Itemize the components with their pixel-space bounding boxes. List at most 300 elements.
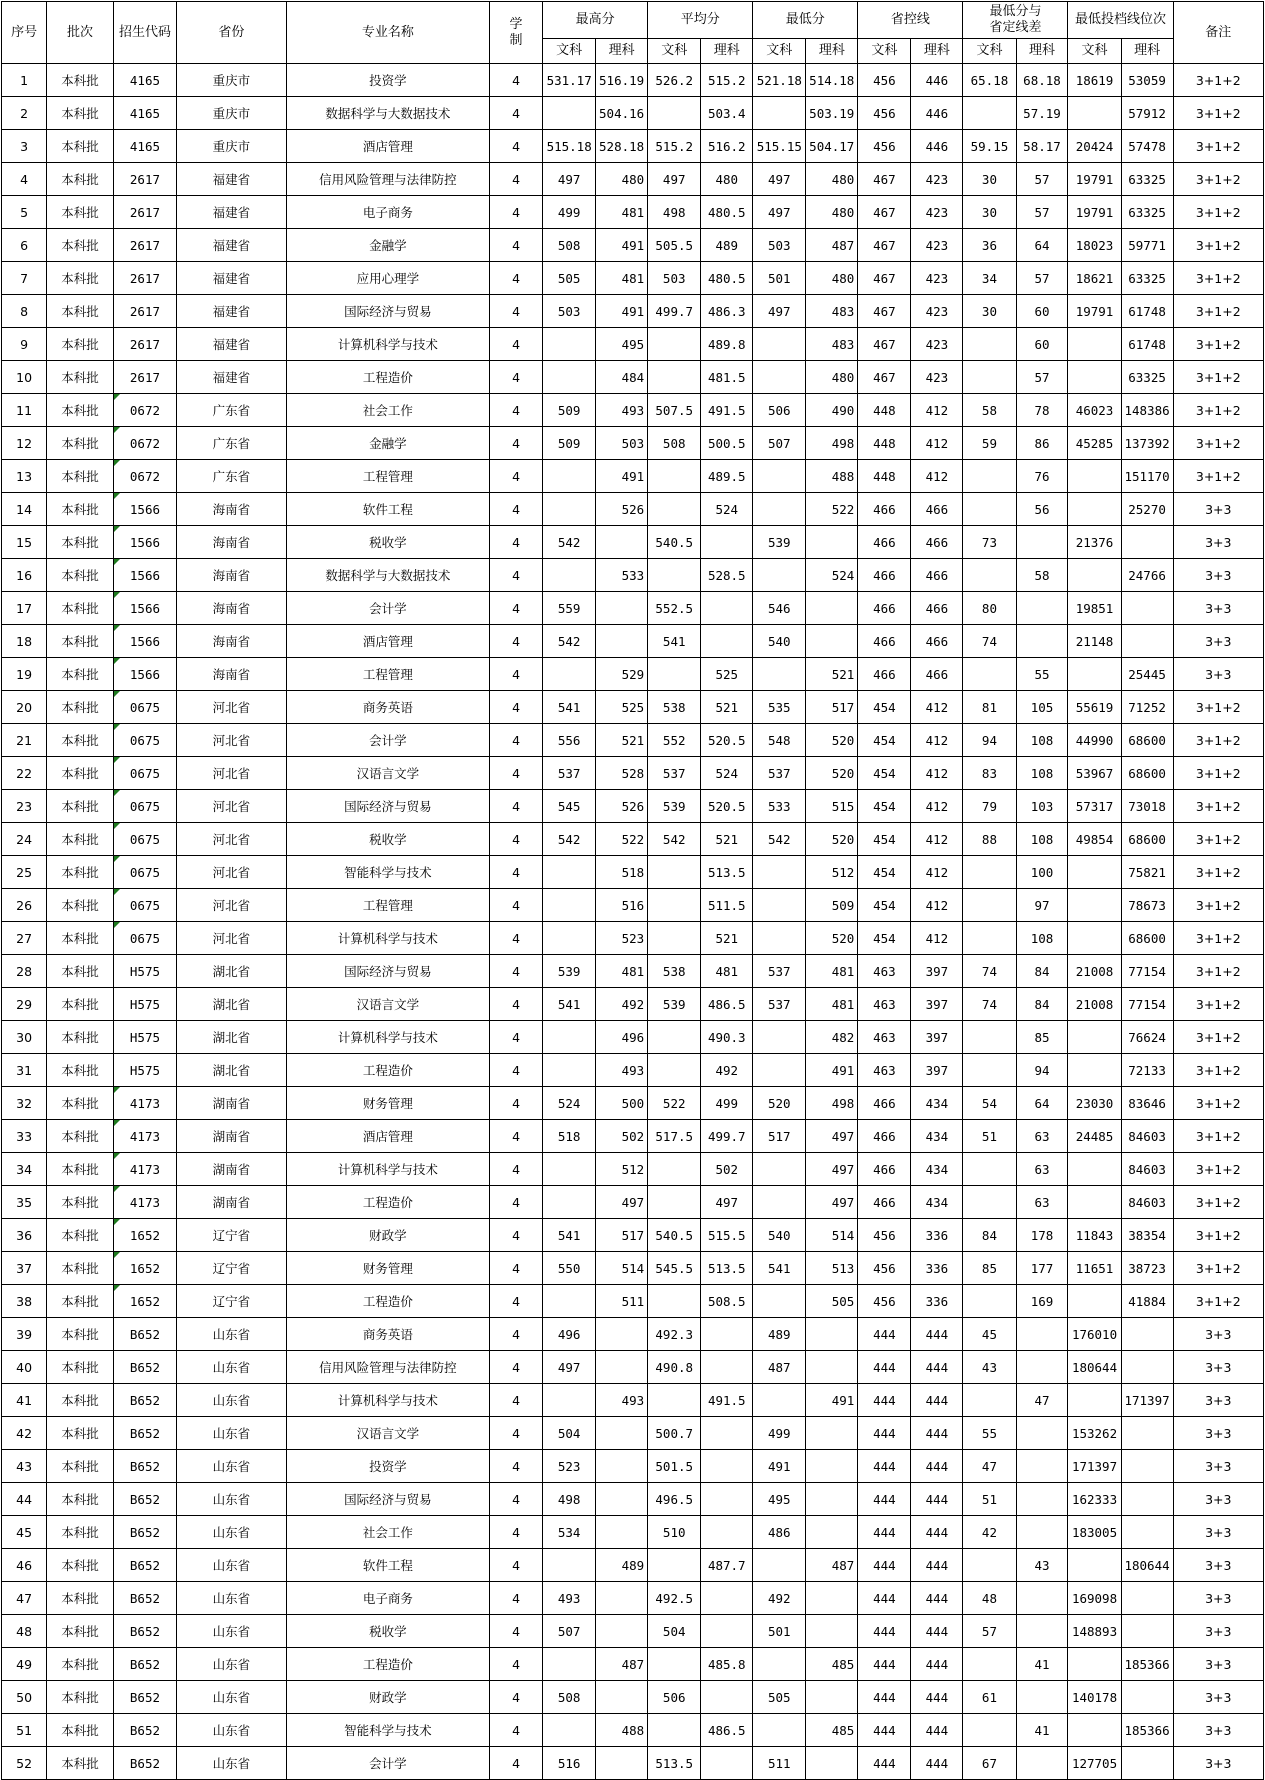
avg-science-cell: 503.4	[701, 97, 753, 130]
avg-arts-cell: 540.5	[648, 526, 701, 559]
diff-arts-cell	[963, 460, 1016, 493]
note-cell: 3+1+2	[1173, 460, 1263, 493]
note-cell: 3+3	[1173, 1516, 1263, 1549]
rank-science-cell: 84603	[1121, 1153, 1173, 1186]
max-arts-cell	[543, 493, 596, 526]
max-arts-cell: 504	[543, 1417, 596, 1450]
avg-science-cell: 481	[701, 955, 753, 988]
diff-arts-cell	[963, 658, 1016, 691]
rank-science-cell	[1121, 1516, 1173, 1549]
code-cell: B652	[113, 1450, 176, 1483]
control-science-cell: 423	[911, 262, 963, 295]
avg-science-cell: 480.5	[701, 262, 753, 295]
note-cell: 3+1+2	[1173, 1285, 1263, 1318]
avg-arts-cell: 492.5	[648, 1582, 701, 1615]
diff-science-cell: 55	[1016, 658, 1068, 691]
avg-science-cell: 520.5	[701, 724, 753, 757]
control-science-cell: 444	[911, 1351, 963, 1384]
control-arts-cell: 456	[858, 97, 911, 130]
code-cell: B652	[113, 1681, 176, 1714]
min-science-cell: 480	[806, 361, 858, 394]
major-cell: 汉语言文学	[286, 988, 489, 1021]
avg-arts-cell	[648, 889, 701, 922]
control-science-cell: 444	[911, 1747, 963, 1780]
note-cell: 3+1+2	[1173, 328, 1263, 361]
max-arts-cell: 524	[543, 1087, 596, 1120]
min-science-cell: 491	[806, 1384, 858, 1417]
control-science-cell: 412	[911, 394, 963, 427]
table-row	[2, 1681, 1264, 1714]
max-science-cell	[596, 1417, 648, 1450]
major-cell: 信用风险管理与法律防控	[286, 163, 489, 196]
duration-cell: 4	[490, 955, 543, 988]
min-arts-cell: 487	[753, 1351, 806, 1384]
max-science-cell	[596, 526, 648, 559]
control-science-cell: 412	[911, 889, 963, 922]
max-arts-cell	[543, 460, 596, 493]
diff-arts-cell	[963, 1648, 1016, 1681]
avg-arts-cell: 526.2	[648, 64, 701, 97]
code-cell: B652	[113, 1549, 176, 1582]
seq-cell: 9	[2, 328, 47, 361]
control-science-cell: 466	[911, 559, 963, 592]
note-cell: 3+1+2	[1173, 361, 1263, 394]
avg-science-cell: 492	[701, 1054, 753, 1087]
avg-arts-cell	[648, 1285, 701, 1318]
duration-cell: 4	[490, 922, 543, 955]
seq-cell: 14	[2, 493, 47, 526]
avg-arts-cell: 499.7	[648, 295, 701, 328]
batch-cell: 本科批	[47, 196, 114, 229]
diff-arts-cell	[963, 1186, 1016, 1219]
control-science-cell: 444	[911, 1714, 963, 1747]
diff-science-cell: 41	[1016, 1714, 1068, 1747]
note-cell: 3+3	[1173, 1747, 1263, 1780]
avg-science-cell: 513.5	[701, 1252, 753, 1285]
avg-arts-cell	[648, 97, 701, 130]
avg-arts-cell: 496.5	[648, 1483, 701, 1516]
rank-arts-cell	[1068, 856, 1121, 889]
control-science-cell: 444	[911, 1582, 963, 1615]
min-arts-cell: 546	[753, 592, 806, 625]
control-arts-cell: 454	[858, 691, 911, 724]
code-cell: 1566	[113, 658, 176, 691]
province-cell: 重庆市	[177, 97, 287, 130]
code-cell: 0675	[113, 823, 176, 856]
rank-arts-cell	[1068, 1021, 1121, 1054]
max-science-cell: 521	[596, 724, 648, 757]
rank-science-cell: 84603	[1121, 1186, 1173, 1219]
code-cell: 0675	[113, 790, 176, 823]
min-science-cell	[806, 592, 858, 625]
diff-arts-cell: 30	[963, 163, 1016, 196]
avg-arts-cell: 541	[648, 625, 701, 658]
major-cell: 计算机科学与技术	[286, 328, 489, 361]
province-cell: 山东省	[177, 1516, 287, 1549]
diff-science-cell	[1016, 526, 1068, 559]
batch-cell: 本科批	[47, 691, 114, 724]
batch-cell: 本科批	[47, 1516, 114, 1549]
control-arts-cell: 454	[858, 790, 911, 823]
batch-cell: 本科批	[47, 97, 114, 130]
avg-arts-cell: 504	[648, 1615, 701, 1648]
diff-science-cell: 63	[1016, 1153, 1068, 1186]
major-cell: 社会工作	[286, 394, 489, 427]
major-cell: 财政学	[286, 1681, 489, 1714]
code-cell: 4173	[113, 1153, 176, 1186]
major-cell: 税收学	[286, 526, 489, 559]
province-cell: 湖北省	[177, 1054, 287, 1087]
max-science-cell	[596, 1318, 648, 1351]
duration-cell: 4	[490, 592, 543, 625]
province-cell: 河北省	[177, 757, 287, 790]
control-science-cell: 444	[911, 1681, 963, 1714]
diff-arts-cell: 34	[963, 262, 1016, 295]
seq-cell: 15	[2, 526, 47, 559]
seq-cell: 11	[2, 394, 47, 427]
rank-science-cell	[1121, 1747, 1173, 1780]
diff-arts-cell	[963, 1021, 1016, 1054]
code-cell: 0672	[113, 394, 176, 427]
rank-arts-cell: 127705	[1068, 1747, 1121, 1780]
batch-cell: 本科批	[47, 823, 114, 856]
code-cell: 0672	[113, 460, 176, 493]
rank-science-cell: 59771	[1121, 229, 1173, 262]
min-arts-cell: 489	[753, 1318, 806, 1351]
control-science-cell: 434	[911, 1153, 963, 1186]
batch-cell: 本科批	[47, 1153, 114, 1186]
avg-arts-cell	[648, 1714, 701, 1747]
major-cell: 计算机科学与技术	[286, 1153, 489, 1186]
batch-cell: 本科批	[47, 625, 114, 658]
rank-arts-cell: 21148	[1068, 625, 1121, 658]
control-science-cell: 466	[911, 658, 963, 691]
control-science-cell: 397	[911, 955, 963, 988]
min-arts-cell: 499	[753, 1417, 806, 1450]
province-cell: 山东省	[177, 1549, 287, 1582]
seq-cell: 32	[2, 1087, 47, 1120]
rank-arts-cell: 183005	[1068, 1516, 1121, 1549]
diff-science-cell: 43	[1016, 1549, 1068, 1582]
max-arts-cell: 509	[543, 394, 596, 427]
min-arts-cell: 520	[753, 1087, 806, 1120]
seq-cell: 25	[2, 856, 47, 889]
rank-arts-cell	[1068, 889, 1121, 922]
control-arts-cell: 456	[858, 130, 911, 163]
province-cell: 重庆市	[177, 130, 287, 163]
diff-arts-cell: 57	[963, 1615, 1016, 1648]
batch-cell: 本科批	[47, 1615, 114, 1648]
seq-cell: 6	[2, 229, 47, 262]
table-row	[2, 1483, 1264, 1516]
table-row	[2, 988, 1264, 1021]
diff-science-cell: 57	[1016, 361, 1068, 394]
major-cell: 酒店管理	[286, 1120, 489, 1153]
control-arts-cell: 466	[858, 658, 911, 691]
avg-science-cell: 508.5	[701, 1285, 753, 1318]
min-arts-cell	[753, 328, 806, 361]
avg-science-cell: 528.5	[701, 559, 753, 592]
control-arts-cell: 454	[858, 856, 911, 889]
min-science-cell: 520	[806, 823, 858, 856]
min-arts-cell: 486	[753, 1516, 806, 1549]
table-row	[2, 1747, 1264, 1780]
diff-arts-cell: 59	[963, 427, 1016, 460]
min-arts-cell: 537	[753, 988, 806, 1021]
table-row	[2, 691, 1264, 724]
max-science-cell: 522	[596, 823, 648, 856]
note-cell: 3+1+2	[1173, 295, 1263, 328]
rank-science-cell: 53059	[1121, 64, 1173, 97]
province-cell: 广东省	[177, 427, 287, 460]
rank-arts-cell: 153262	[1068, 1417, 1121, 1450]
duration-cell: 4	[490, 361, 543, 394]
min-arts-cell: 540	[753, 1219, 806, 1252]
diff-arts-cell: 45	[963, 1318, 1016, 1351]
control-arts-cell: 444	[858, 1714, 911, 1747]
rank-arts-cell: 176010	[1068, 1318, 1121, 1351]
duration-cell: 4	[490, 823, 543, 856]
control-arts-cell: 444	[858, 1615, 911, 1648]
rank-science-cell: 137392	[1121, 427, 1173, 460]
control-science-cell: 444	[911, 1516, 963, 1549]
seq-cell: 33	[2, 1120, 47, 1153]
major-cell: 汉语言文学	[286, 1417, 489, 1450]
seq-cell: 38	[2, 1285, 47, 1318]
min-science-cell: 487	[806, 229, 858, 262]
min-science-cell: 497	[806, 1120, 858, 1153]
max-science-cell: 504.16	[596, 97, 648, 130]
major-cell: 智能科学与技术	[286, 856, 489, 889]
major-cell: 会计学	[286, 724, 489, 757]
note-cell: 3+1+2	[1173, 988, 1263, 1021]
duration-cell: 4	[490, 1549, 543, 1582]
avg-arts-cell: 545.5	[648, 1252, 701, 1285]
avg-arts-cell	[648, 328, 701, 361]
seq-cell: 30	[2, 1021, 47, 1054]
rank-arts-cell: 20424	[1068, 130, 1121, 163]
table-row	[2, 1516, 1264, 1549]
max-arts-cell	[543, 1021, 596, 1054]
batch-cell: 本科批	[47, 1417, 114, 1450]
max-science-cell: 497	[596, 1186, 648, 1219]
note-cell: 3+1+2	[1173, 163, 1263, 196]
seq-cell: 28	[2, 955, 47, 988]
header-science: 理科	[1121, 39, 1173, 64]
max-science-cell: 491	[596, 460, 648, 493]
rank-arts-cell: 44990	[1068, 724, 1121, 757]
max-arts-cell: 493	[543, 1582, 596, 1615]
batch-cell: 本科批	[47, 1450, 114, 1483]
province-cell: 海南省	[177, 559, 287, 592]
control-arts-cell: 466	[858, 526, 911, 559]
control-arts-cell: 456	[858, 64, 911, 97]
control-arts-cell: 448	[858, 394, 911, 427]
province-cell: 辽宁省	[177, 1219, 287, 1252]
diff-science-cell	[1016, 1483, 1068, 1516]
table-row	[2, 1318, 1264, 1351]
batch-cell: 本科批	[47, 328, 114, 361]
min-science-cell	[806, 1450, 858, 1483]
min-science-cell: 483	[806, 295, 858, 328]
batch-cell: 本科批	[47, 955, 114, 988]
control-science-cell: 423	[911, 196, 963, 229]
rank-arts-cell: 18621	[1068, 262, 1121, 295]
avg-arts-cell: 507.5	[648, 394, 701, 427]
max-science-cell: 529	[596, 658, 648, 691]
diff-science-cell: 103	[1016, 790, 1068, 823]
seq-cell: 26	[2, 889, 47, 922]
duration-cell: 4	[490, 1351, 543, 1384]
avg-science-cell: 490.3	[701, 1021, 753, 1054]
min-arts-cell: 540	[753, 625, 806, 658]
major-cell: 智能科学与技术	[286, 1714, 489, 1747]
code-cell: 1652	[113, 1285, 176, 1318]
table-row	[2, 1549, 1264, 1582]
diff-science-cell	[1016, 592, 1068, 625]
table-row	[2, 757, 1264, 790]
batch-cell: 本科批	[47, 1681, 114, 1714]
note-cell: 3+3	[1173, 1549, 1263, 1582]
duration-cell: 4	[490, 691, 543, 724]
rank-arts-cell: 23030	[1068, 1087, 1121, 1120]
max-science-cell: 514	[596, 1252, 648, 1285]
avg-science-cell	[701, 1351, 753, 1384]
code-cell: B652	[113, 1582, 176, 1615]
duration-cell: 4	[490, 1120, 543, 1153]
max-arts-cell: 496	[543, 1318, 596, 1351]
batch-cell: 本科批	[47, 163, 114, 196]
min-arts-cell: 517	[753, 1120, 806, 1153]
max-arts-cell: 497	[543, 1351, 596, 1384]
code-cell: 1566	[113, 625, 176, 658]
note-cell: 3+1+2	[1173, 823, 1263, 856]
control-arts-cell: 467	[858, 163, 911, 196]
batch-cell: 本科批	[47, 394, 114, 427]
control-science-cell: 412	[911, 691, 963, 724]
avg-arts-cell: 539	[648, 988, 701, 1021]
min-arts-cell: 503	[753, 229, 806, 262]
avg-arts-cell: 517.5	[648, 1120, 701, 1153]
table-row	[2, 295, 1264, 328]
seq-cell: 21	[2, 724, 47, 757]
code-cell: 4165	[113, 64, 176, 97]
rank-science-cell	[1121, 1351, 1173, 1384]
header-code: 招生代码	[113, 2, 176, 64]
major-cell: 酒店管理	[286, 130, 489, 163]
diff-arts-cell	[963, 493, 1016, 526]
max-science-cell: 492	[596, 988, 648, 1021]
min-arts-cell: 501	[753, 262, 806, 295]
batch-cell: 本科批	[47, 1714, 114, 1747]
note-cell: 3+3	[1173, 658, 1263, 691]
duration-cell: 4	[490, 1417, 543, 1450]
province-cell: 广东省	[177, 460, 287, 493]
province-cell: 河北省	[177, 790, 287, 823]
control-science-cell: 412	[911, 790, 963, 823]
rank-science-cell: 68600	[1121, 922, 1173, 955]
major-cell: 计算机科学与技术	[286, 1384, 489, 1417]
max-science-cell: 481	[596, 196, 648, 229]
min-science-cell	[806, 625, 858, 658]
rank-arts-cell	[1068, 1186, 1121, 1219]
avg-science-cell: 515.5	[701, 1219, 753, 1252]
min-science-cell: 498	[806, 1087, 858, 1120]
diff-arts-cell: 67	[963, 1747, 1016, 1780]
min-arts-cell	[753, 1186, 806, 1219]
major-cell: 财务管理	[286, 1087, 489, 1120]
min-science-cell: 524	[806, 559, 858, 592]
rank-arts-cell: 140178	[1068, 1681, 1121, 1714]
province-cell: 山东省	[177, 1450, 287, 1483]
max-arts-cell	[543, 1549, 596, 1582]
diff-arts-cell: 88	[963, 823, 1016, 856]
rank-science-cell: 68600	[1121, 724, 1173, 757]
max-arts-cell	[543, 1054, 596, 1087]
province-cell: 湖南省	[177, 1186, 287, 1219]
header-min-score: 最低分	[753, 2, 858, 39]
control-arts-cell: 456	[858, 1219, 911, 1252]
max-science-cell: 480	[596, 163, 648, 196]
batch-cell: 本科批	[47, 1186, 114, 1219]
min-science-cell: 481	[806, 988, 858, 1021]
table-row	[2, 823, 1264, 856]
seq-cell: 29	[2, 988, 47, 1021]
max-arts-cell	[543, 559, 596, 592]
note-cell: 3+1+2	[1173, 229, 1263, 262]
max-arts-cell: 534	[543, 1516, 596, 1549]
header-arts: 文科	[543, 39, 596, 64]
major-cell: 工程造价	[286, 361, 489, 394]
control-arts-cell: 444	[858, 1384, 911, 1417]
min-arts-cell	[753, 856, 806, 889]
diff-arts-cell: 59.15	[963, 130, 1016, 163]
seq-cell: 37	[2, 1252, 47, 1285]
note-cell: 3+3	[1173, 1483, 1263, 1516]
rank-science-cell: 78673	[1121, 889, 1173, 922]
note-cell: 3+1+2	[1173, 1219, 1263, 1252]
duration-cell: 4	[490, 1714, 543, 1747]
min-arts-cell	[753, 1153, 806, 1186]
major-cell: 国际经济与贸易	[286, 1483, 489, 1516]
note-cell: 3+3	[1173, 1681, 1263, 1714]
table-row	[2, 889, 1264, 922]
table-row	[2, 592, 1264, 625]
diff-science-cell: 68.18	[1016, 64, 1068, 97]
avg-science-cell: 521	[701, 823, 753, 856]
table-row	[2, 1054, 1264, 1087]
min-arts-cell: 542	[753, 823, 806, 856]
note-cell: 3+3	[1173, 1417, 1263, 1450]
duration-cell: 4	[490, 625, 543, 658]
province-cell: 海南省	[177, 658, 287, 691]
rank-science-cell	[1121, 526, 1173, 559]
note-cell: 3+1+2	[1173, 427, 1263, 460]
control-arts-cell: 444	[858, 1450, 911, 1483]
avg-science-cell: 516.2	[701, 130, 753, 163]
province-cell: 海南省	[177, 493, 287, 526]
max-science-cell: 528.18	[596, 130, 648, 163]
table-row	[2, 1417, 1264, 1450]
avg-science-cell: 499	[701, 1087, 753, 1120]
code-cell: 0675	[113, 889, 176, 922]
control-science-cell: 434	[911, 1087, 963, 1120]
batch-cell: 本科批	[47, 427, 114, 460]
min-science-cell: 503.19	[806, 97, 858, 130]
province-cell: 福建省	[177, 229, 287, 262]
avg-science-cell: 481.5	[701, 361, 753, 394]
control-arts-cell: 444	[858, 1582, 911, 1615]
